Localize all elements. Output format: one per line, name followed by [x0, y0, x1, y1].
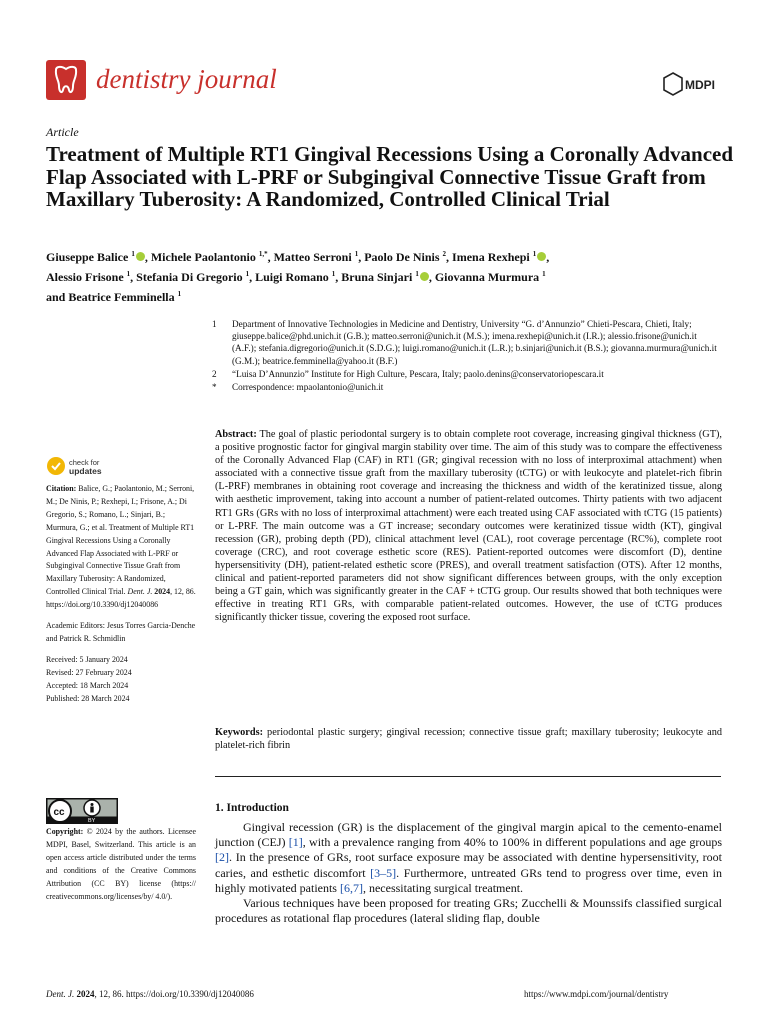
keywords	[215, 726, 722, 752]
author: Bruna Sinjari	[341, 270, 413, 284]
author: Michele Paolantonio	[150, 250, 256, 264]
sidebar	[46, 483, 196, 706]
keywords-text: periodontal plastic surgery; gingival recession; connective tissue graft; maxillary tuberosity; leukocyte and platelet-rich fibrin	[215, 727, 722, 752]
date-received: Received: 5 January 2024	[46, 654, 128, 664]
reference-link[interactable]: [1]	[288, 835, 303, 850]
svg-text:cc: cc	[53, 807, 65, 818]
article-title: Treatment of Multiple RT1 Gingival Recessions Using a Coronally Advanced Flap Associated with L-PRF or Subgingival Connective Tissue Graft from Maxillary Tuberosity: A Randomized, Controlled Clinical Trial	[46, 142, 734, 211]
affiliation-mark: *	[212, 382, 217, 393]
author: Giuseppe Balice	[46, 250, 129, 264]
copyright-notice: Copyright: © 2024 by the authors. Licensee MDPI, Basel, Switzerland. This article is an open access article distributed under the terms and conditions of the Creative Commons Attribution (CC BY) license (https:// creativecommons.org/licenses/by/ 4.0/).	[46, 827, 196, 901]
author: Giovanna Murmura	[434, 270, 540, 284]
author: Stefania Di Gregorio	[136, 270, 243, 284]
reference-link[interactable]: [2]	[215, 850, 229, 865]
abstract-text: The goal of plastic periodontal surgery is to obtain complete root coverage, increasing gingival thickness (GT), a positive prognostic factor for gingival margin stability over time. The aim of this study was to compare the effectiveness of the Coronally Advanced Flap (CAF) in RT1 (GR; gingival recession with no loss of interproximal attachment) when associated with a connective tissue graft from the maxillary tuberosity (tCTG) or with leukocyte and platelet-rich fibrin (L-PRF) membranes in obtaining root coverage and increasing the thickness and width of the keratinized tissue, along with aesthetic improvement, taking into account a number of patient-related outcomes. Thirty patients with two adjacent RT1 GRs (GRs with no loss of interproximal attachment) were each treated using CAF associated with tCTG (15 patients) or L-PRF. The main outcome was a GT increase; secondary outcomes were keratinized tissue width (KT), gingival recession (GR), probing depth (PD), clinical attachment level (CAL), root coverage percentage (RC%), complete root coverage (CRC), and root coverage esthetic score (RES). Patient-reported outcomes were discomfort (D), dentine hypersensitivity (DH), patient-related esthetic score (PRES), and overall treatment satisfaction (OTS). After 12 months, clinical and patient-reported parameters did not show significant differences between groups, with the only exception being a GT gain, which was significantly greater in the CAF + tCTG group. Our results showed that both techniques were effective in treating RT1 GRs, with comparable patient-related outcomes. However, the use of tCTG produces significantly thicker tissue, covering the exposed root surface.	[215, 429, 722, 624]
check-updates-line2: updates	[69, 466, 102, 476]
cc-badge-label: BY	[88, 818, 96, 824]
author: Paolo De Ninis	[364, 250, 440, 264]
check-updates-line1: check for	[69, 458, 100, 467]
date-revised: Revised: 27 February 2024	[46, 667, 132, 677]
author: Matteo Serroni	[273, 250, 352, 264]
author: Luigi Romano	[255, 270, 329, 284]
cc-by-license-badge[interactable]	[46, 798, 118, 824]
date-published: Published: 28 March 2024	[46, 693, 130, 703]
academic-editors: Academic Editors: Jesus Torres Garcia-Denche and Patrick R. Schmidlin	[46, 621, 196, 643]
affiliation-text: “Luisa D’Annunzio” Institute for High Culture, Pescara, Italy; paolo.denins@conservatoriopescara.it	[232, 368, 604, 379]
journal-logo	[46, 60, 86, 100]
section-heading: 1. Introduction	[215, 802, 289, 814]
check-for-updates-button[interactable]	[46, 456, 116, 476]
mdpi-logo-text: MDPI	[685, 78, 715, 92]
affiliation-text: Correspondence: mpaolantonio@unich.it	[232, 382, 384, 393]
abstract-label: Abstract:	[215, 429, 257, 440]
affiliation-item	[212, 318, 718, 367]
correspondence	[212, 381, 718, 393]
orcid-icon[interactable]	[537, 252, 546, 261]
author-list: Giuseppe Balice $^1$ , Michele Paolantonio $^{1,*}$, Matteo Serroni $^1$, Paolo De Ninis $^2$, Imena Rexhepi $^1$ , Alessio Frisone $^1$, Stefania Di Gregorio $^1$, Luigi Romano $^1$, Bruna Sinjari $^1$ , Giovanna Murmura $^1$ and Beatrice Femminella $^1$	[46, 250, 550, 304]
date-accepted: Accepted: 18 March 2024	[46, 680, 129, 690]
orcid-icon[interactable]	[136, 252, 145, 261]
article-type: Article	[46, 125, 79, 139]
footer-journal-url[interactable]: https://www.mdpi.com/journal/dentistry	[524, 989, 669, 999]
author: Imena Rexhepi	[452, 250, 530, 264]
mdpi-logo[interactable]	[663, 72, 717, 96]
affiliation-mark: 1	[212, 319, 217, 329]
keywords-label: Keywords:	[215, 727, 264, 738]
paragraph: Gingival recession (GR) is the displacement of the gingival margin apical to the cemento-enamel junction (CEJ) [1], with a prevalence ranging from 40% to 100% in different populations and age groups [2]. In the presence of GRs, root surface exposure may be associated with dentine hypersensitivity, root caries, and esthetic discomfort [3–5]. Furthermore, untreated GRs tend to progress over time, even in highly motivated patients [6,7], necessitating surgical treatment.	[215, 820, 723, 895]
introduction-body	[215, 820, 722, 926]
abstract	[215, 428, 722, 624]
journal-name[interactable]: dentistry journal	[96, 64, 277, 94]
affiliation-mark: 2	[212, 368, 217, 379]
section-divider	[215, 776, 721, 777]
author: Alessio Frisone	[46, 270, 124, 284]
orcid-icon[interactable]	[420, 272, 429, 281]
affiliations	[212, 318, 718, 393]
affiliation-text: Department of Innovative Technologies in Medicine and Dentistry, University “G. d’Annunzio” Chieti-Pescara, Chieti, Italy; giuseppe.balice@phd.unich.it (G.B.); matteo.serroni@unich.it (M.S.); imena.rexhepi@unich.it (I.R.); alessio.frisone@unich.it (A.F.); stefania.digregorio@unich.it (S.D.G.); luigi.romano@unich.it (L.R.); b.sinjari@unich.it (B.S.); giovanna.murmura@unich.it (G.M.); beatrice.femminella@yahoo.it (B.F.)	[232, 319, 717, 366]
reference-link[interactable]: [3–5]	[370, 865, 397, 880]
citation: Citation: Balice, G.; Paolantonio, M.; Serroni, M.; De Ninis, P.; Rexhepi, I.; Frisone, A.; Di Gregorio, S.; Romano, L.; Sinjari, B.; Murmura, G.; et al. Treatment of Multiple RT1 Gingival Recessions Using a Coronally Advanced Flap Associated with L-PRF or Subgingival Connective Tissue Graft from Maxillary Tuberosity: A Randomized, Controlled Clinical Trial. Dent. J. 2024, 12, 86. https://doi.org/10.3390/dj12040086	[46, 484, 196, 610]
footer-citation: Dent. J. 2024, 12, 86. https://doi.org/10.3390/dj12040086	[46, 989, 254, 999]
affiliation-item	[212, 368, 718, 380]
reference-link[interactable]: [6,7]	[339, 880, 363, 895]
paragraph: Various techniques have been proposed for treating GRs; Zucchelli & Mounssifs classified surgical procedures as rotational flap procedures (lateral sliding flap, double	[215, 896, 722, 926]
author: and Beatrice Femminella	[46, 290, 175, 304]
